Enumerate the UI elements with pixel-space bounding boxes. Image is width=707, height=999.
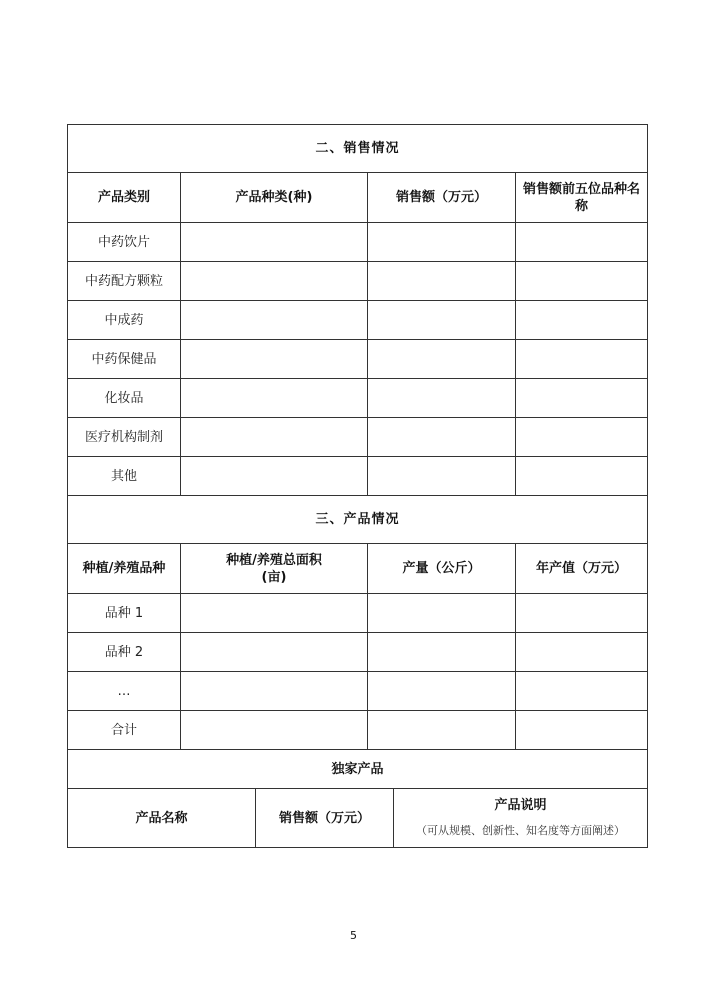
exclusive-description-label: 产品说明 <box>494 798 547 813</box>
product-row-label: 合计 <box>68 711 181 750</box>
product-cell-value[interactable] <box>516 633 648 672</box>
sales-cell-kinds[interactable] <box>181 223 368 262</box>
sales-row-label: 中药保健品 <box>68 340 181 379</box>
sales-cell-top5[interactable] <box>516 457 648 496</box>
sales-cell-amount[interactable] <box>368 418 516 457</box>
header-total-area-unit: (亩) <box>261 569 287 585</box>
header-product-kinds: 产品种类(种) <box>181 173 368 223</box>
product-cell-output[interactable] <box>368 594 516 633</box>
exclusive-section-title: 独家产品 <box>68 750 648 789</box>
header-output: 产量（公斤） <box>368 544 516 594</box>
sales-row-label: 中药饮片 <box>68 223 181 262</box>
sales-cell-kinds[interactable] <box>181 379 368 418</box>
sales-cell-kinds[interactable] <box>181 301 368 340</box>
products-section-title: 三、产品情况 <box>68 496 648 544</box>
sales-cell-top5[interactable] <box>516 301 648 340</box>
sales-cell-kinds[interactable] <box>181 418 368 457</box>
product-row-label: … <box>68 672 181 711</box>
sales-cell-top5[interactable] <box>516 379 648 418</box>
header-exclusive-sales: 销售额（万元） <box>256 789 394 848</box>
header-exclusive-description <box>394 789 648 848</box>
product-cell-area[interactable] <box>181 594 368 633</box>
product-row-label: 品种 1 <box>68 594 181 633</box>
sales-cell-top5[interactable] <box>516 340 648 379</box>
product-row-label: 品种 2 <box>68 633 181 672</box>
sales-cell-amount[interactable] <box>368 223 516 262</box>
header-sales-amount: 销售额（万元） <box>368 173 516 223</box>
product-cell-output[interactable] <box>368 711 516 750</box>
sales-row-label: 化妆品 <box>68 379 181 418</box>
sales-section-title: 二、销售情况 <box>68 125 648 173</box>
exclusive-description-hint: （可从规模、创新性、知名度等方面阐述） <box>416 824 626 837</box>
sales-cell-kinds[interactable] <box>181 457 368 496</box>
sales-cell-amount[interactable] <box>368 340 516 379</box>
product-cell-area[interactable] <box>181 672 368 711</box>
product-cell-area[interactable] <box>181 633 368 672</box>
sales-cell-top5[interactable] <box>516 262 648 301</box>
page-number: 5 <box>350 929 357 942</box>
sales-cell-amount[interactable] <box>368 457 516 496</box>
header-total-area <box>181 544 368 594</box>
header-exclusive-product-name: 产品名称 <box>68 789 256 848</box>
header-top5-varieties: 销售额前五位品种名称 <box>516 173 648 223</box>
header-annual-value: 年产值（万元） <box>516 544 648 594</box>
sales-cell-amount[interactable] <box>368 262 516 301</box>
sales-cell-kinds[interactable] <box>181 262 368 301</box>
sales-cell-top5[interactable] <box>516 223 648 262</box>
sales-cell-amount[interactable] <box>368 301 516 340</box>
sales-cell-top5[interactable] <box>516 418 648 457</box>
product-cell-value[interactable] <box>516 672 648 711</box>
sales-cell-amount[interactable] <box>368 379 516 418</box>
product-cell-output[interactable] <box>368 633 516 672</box>
header-total-area-label: 种植/养殖总面积 <box>226 552 322 568</box>
product-cell-value[interactable] <box>516 711 648 750</box>
header-variety: 种植/养殖品种 <box>68 544 181 594</box>
product-cell-value[interactable] <box>516 594 648 633</box>
sales-row-label: 中成药 <box>68 301 181 340</box>
header-product-category: 产品类别 <box>68 173 181 223</box>
product-cell-area[interactable] <box>181 711 368 750</box>
sales-row-label: 其他 <box>68 457 181 496</box>
sales-row-label: 中药配方颗粒 <box>68 262 181 301</box>
product-cell-output[interactable] <box>368 672 516 711</box>
sales-row-label: 医疗机构制剂 <box>68 418 181 457</box>
sales-cell-kinds[interactable] <box>181 340 368 379</box>
form-table <box>67 124 648 848</box>
